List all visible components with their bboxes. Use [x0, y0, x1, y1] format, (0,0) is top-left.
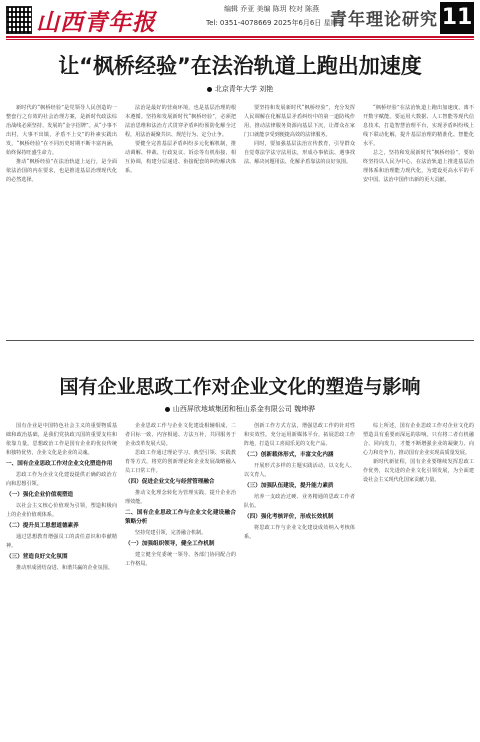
header-rule-thin — [6, 39, 474, 40]
paragraph: 法治是最好的营商环境，也是基层治理的根本遵循。坚持和发展新时代“枫桥经验”，必须把法治思维和法治方式贯穿矛盾纠纷预防化解全过程，用法治凝聚共识、规范行为、定分止争。 — [125, 105, 236, 138]
page-number: 11 — [440, 2, 474, 34]
paragraph: 国有企业是中国特色社会主义的重要物质基础和政治基础，是我们党执政兴国的重要支柱和依靠力量。思想政治工作是国有企业的优良传统和独特优势，企业文化是企业的灵魂。 — [6, 423, 117, 456]
subheading: （三）营造良好文化氛围 — [6, 554, 68, 560]
subheading: （四）强化考核评价，形成长效机制 — [244, 514, 334, 520]
subheading: 一、国有企业思政工作对企业文化塑造作用 — [6, 461, 113, 467]
paragraph: 推动形成团结奋进、和谐共赢的企业氛围。 — [16, 565, 113, 571]
bullet-icon — [207, 87, 212, 92]
subheading: （三）加强队伍建设，提升能力素质 — [244, 483, 334, 489]
article-2-column — [363, 422, 474, 736]
paragraph: 要坚持和发展新时代“枫桥经验”，充分发挥人民调解在化解基层矛盾纠纷中的第一道防线作用，推动法律服务资源向基层下沉，让群众在家门口就能享受到便捷高效的法律服务。 — [244, 105, 355, 138]
article-divider — [6, 340, 474, 341]
subheading: 二、国有企业思政工作与企业文化建设融合策略分析 — [125, 510, 236, 525]
article-2-headline: 国有企业思政工作对企业文化的塑造与影响 — [59, 376, 421, 398]
article-2 — [6, 344, 474, 738]
paragraph: 新时代的“枫桥经验”是党领导人民创造的一整套行之有效的社会治理方案，是新时代政法综治战线必须坚持、发展的“金字招牌”。从“小事不出村，大事不出镇，矛盾不上交”的朴素实践出发，“枫桥经验”在不同历史时期不断丰富内涵，始终保持旺盛生命力。 — [6, 105, 117, 156]
article-2-byline — [6, 404, 474, 414]
qr-code-icon — [6, 6, 32, 34]
paragraph: 通过思想教育增强员工的责任意识和奉献精神。 — [6, 534, 117, 549]
paragraph: 要健全完善基层矛盾纠纷多元化解机制，推动调解、仲裁、行政复议、诉讼等有机衔接、相互协调，构建分层递进、衔接配套的纠纷解决体系。 — [125, 141, 236, 174]
header-rule — [6, 36, 474, 38]
paragraph: “枫桥经验”在法治轨道上跑出加速度，离不开数字赋能。要运用大数据、人工智能等现代信息技术，打造智慧治理平台，实现矛盾纠纷线上线下联动化解，提升基层治理的精准化、智能化水平。 — [363, 105, 474, 147]
editor-credits: 编辑 乔亚 美编 陈玥 校对 陈燕 — [224, 5, 320, 13]
paragraph: 创新工作方式方法，增强思政工作的针对性和实效性。充分运用新媒体平台，拓展思政工作阵地，打造员工喜闻乐见的文化产品。 — [244, 423, 355, 447]
newspaper-masthead: 山西青年报 — [36, 9, 156, 36]
article-1-byline — [6, 84, 474, 94]
bullet-icon — [165, 407, 170, 412]
subheading: （一）强化企业价值观塑造 — [6, 492, 74, 498]
subheading: （一）加强组织领导，健全工作机制 — [125, 541, 215, 547]
paragraph: 推动“枫桥经验”在法治轨道上运行，是全面依法治国的内在要求，也是推进基层治理现代化的必然选择。 — [6, 159, 117, 183]
paragraph: 同时，要加强基层法治宣传教育，引导群众自觉尊法学法守法用法，形成办事依法、遇事找法、解决问题用法、化解矛盾靠法的良好氛围。 — [244, 141, 355, 165]
subheading: （四）促进企业文化与经营管理融合 — [125, 479, 215, 485]
paragraph: 企业思政工作与企业文化建设相辅相成，二者目标一致、内容相通、方法互补，共同服务于企业改革发展大局。 — [125, 423, 236, 447]
article-2-columns — [6, 422, 474, 736]
article-1-columns — [6, 104, 474, 334]
paragraph: 思政工作为企业文化建设提供正确的政治方向和思想引领。 — [6, 472, 117, 487]
paragraph: 将思政工作与企业文化建设成效纳入考核体系。 — [244, 525, 355, 540]
paragraph: 坚持党建引领，完善融合机制。 — [135, 530, 207, 536]
subheading: （二）创新载体形式，丰富文化内涵 — [244, 452, 334, 458]
paragraph: 新时代新征程，国有企业要继续发挥思政工作优势，以先进的企业文化引领发展，为全面建设社会主义现代化国家贡献力量。 — [363, 459, 474, 483]
article-2-column — [6, 422, 117, 736]
paragraph: 以社会主义核心价值观为引领，塑造积极向上的企业价值观体系。 — [6, 503, 117, 518]
paragraph: 总之，坚持和发展新时代“枫桥经验”，要始终坚持以人民为中心，在法治轨道上推进基层治理体系和治理能力现代化，为建设更高水平的平安中国、法治中国作出新的更大贡献。 — [363, 150, 474, 183]
article-1-column — [363, 104, 474, 334]
article-2-column — [244, 422, 355, 736]
paragraph: 培养一支政治过硬、业务精通的思政工作者队伍。 — [244, 494, 355, 509]
article-1 — [6, 44, 474, 336]
section-title: 青年理论研究 — [330, 10, 438, 30]
article-1-column — [6, 104, 117, 334]
paragraph: 综上所述，国有企业思政工作对企业文化的塑造具有重要而深远的影响。只有将二者有机融合、同向发力，才能不断增强企业的凝聚力、向心力和竞争力，推动国有企业实现高质量发展。 — [363, 423, 474, 456]
contact-date-line: Tel: 0351-4078669 2025年6月6日 星期五 — [206, 19, 345, 27]
paragraph: 推动文化理念转化为管理实践，提升企业治理效能。 — [125, 490, 236, 505]
page-header — [0, 0, 480, 42]
article-1-column — [244, 104, 355, 334]
article-1-column — [125, 104, 236, 334]
article-1-headline: 让“枫桥经验”在法治轨道上跑出加速度 — [58, 54, 422, 78]
article-2-byline-text: 山西屏欣地域集团和桓山系金有限公司 魏坤骅 — [172, 405, 316, 413]
article-1-byline-text: 北京青年大学 刘艳 — [214, 85, 274, 93]
paragraph: 开展形式多样的主题实践活动，以文化人、以文育人。 — [244, 463, 355, 478]
subheading: （二）提升员工思想道德素养 — [6, 523, 79, 529]
paragraph: 思政工作通过理论学习、典型引领、实践教育等方式，将党的创新理论和企业发展战略融入员工日常工作。 — [125, 450, 236, 474]
article-2-column — [125, 422, 236, 736]
paragraph: 建立健全党委统一领导、各部门协同配合的工作格局。 — [125, 552, 236, 567]
